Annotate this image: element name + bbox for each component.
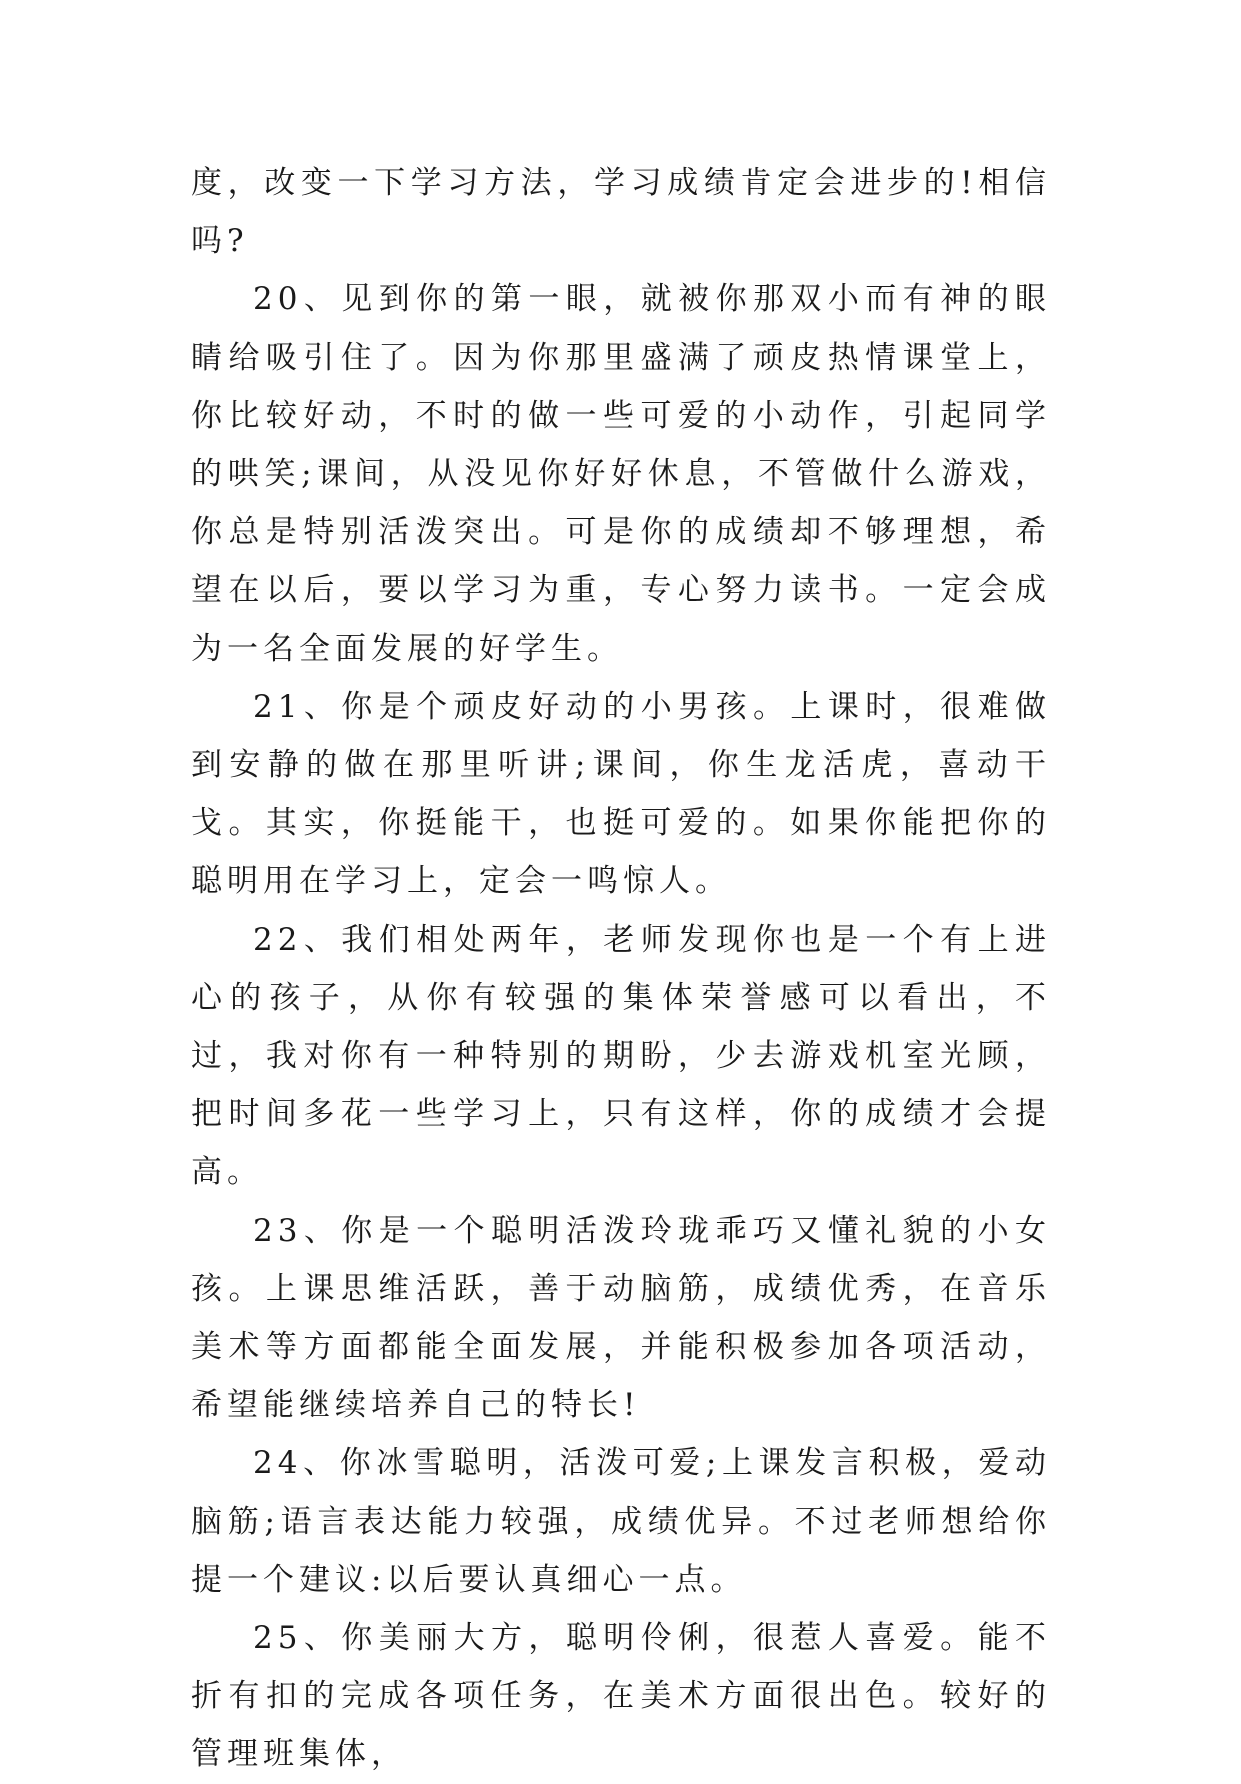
paragraph-comment-23: 23、你是一个聪明活泼玲珑乖巧又懂礼貌的小女孩。上课思维活跃，善于动脑筋，成绩优秀，在音乐美术等方面都能全面发展，并能积极参加各项活动，希望能继续培养自己的特长!: [191, 1212, 1051, 1424]
paragraph-comment-25: 25、你美丽大方，聪明伶俐，很惹人喜爱。能不折有扣的完成各项任务，在美术方面很出色。较好的管理班集体，: [191, 1620, 1051, 1773]
paragraph-comment-20: 20、见到你的第一眼，就被你那双小而有神的眼睛给吸引住了。因为你那里盛满了顽皮热情课堂上，你比较好动，不时的做一些可爱的小动作，引起同学的哄笑;课间，从没见你好好休息，不管做什么游戏，你总是特别活泼突出。可是你的成绩却不够理想，希望在以后，要以学习为重，专心努力读书。一定会成为一名全面发展的好学生。: [191, 281, 1051, 667]
document-body: [191, 154, 1051, 1784]
paragraph-comment-24: 24、你冰雪聪明，活泼可爱;上课发言积极，爱动脑筋;语言表达能力较强，成绩优异。不过老师想给你提一个建议:以后要认真细心一点。: [191, 1445, 1051, 1598]
paragraph-comment-22: 22、我们相处两年，老师发现你也是一个有上进心的孩子，从你有较强的集体荣誉感可以看出，不过，我对你有一种特别的期盼，少去游戏机室光顾，把时间多花一些学习上，只有这样，你的成绩才会提高。: [191, 921, 1051, 1191]
paragraph-continuation: 度，改变一下学习方法，学习成绩肯定会进步的!相信吗?: [191, 165, 1051, 260]
paragraph-comment-21: 21、你是个顽皮好动的小男孩。上课时，很难做到安静的做在那里听讲;课间，你生龙活虎，喜动干戈。其实，你挺能干，也挺可爱的。如果你能把你的聪明用在学习上，定会一鸣惊人。: [191, 688, 1051, 900]
